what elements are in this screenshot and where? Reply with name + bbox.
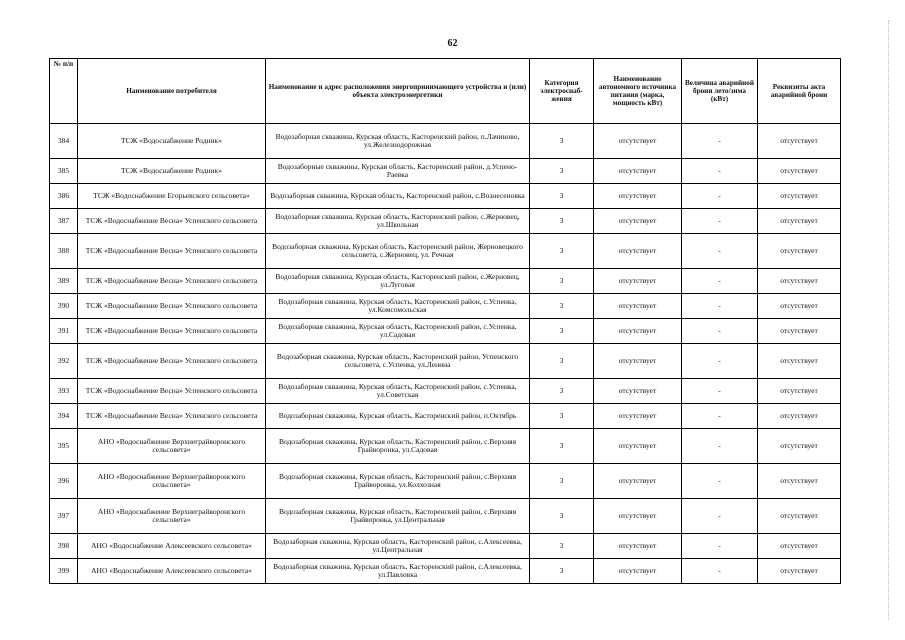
table-row xyxy=(50,379,841,404)
row-act: отсутствует xyxy=(758,499,841,534)
row-num: 389 xyxy=(50,269,78,294)
row-category: 3 xyxy=(530,534,594,559)
table-body xyxy=(50,124,841,584)
row-num: 399 xyxy=(50,559,78,584)
row-source: отсутствует xyxy=(594,559,682,584)
header-row xyxy=(50,59,841,124)
row-address: Водозаборная скважина, Курская область, Касторенский район, с.Верхняя Грайворонка, ул.Центральная xyxy=(266,499,530,534)
row-source: отсутствует xyxy=(594,184,682,209)
row-address: Водозаборные скважины, Курская область, Касторенский район, д.Успено-Раевка xyxy=(266,159,530,184)
row-act: отсутствует xyxy=(758,124,841,159)
row-address: Водозаборная скважина, Курская область, Касторенский район, с.Верхняя Грайворонка, ул.Колхозная xyxy=(266,464,530,499)
row-act: отсутствует xyxy=(758,269,841,294)
row-act: отсутствует xyxy=(758,534,841,559)
table-row xyxy=(50,234,841,269)
table-row xyxy=(50,404,841,429)
row-reserve: - xyxy=(682,234,758,269)
row-act: отсутствует xyxy=(758,294,841,319)
row-source: отсутствует xyxy=(594,159,682,184)
row-category: 3 xyxy=(530,319,594,344)
row-category: 3 xyxy=(530,124,594,159)
row-act: отсутствует xyxy=(758,319,841,344)
row-address: Водозаборная скважина, Курская область, Касторенский район, п.Лачиново, ул.Железнодорожная xyxy=(266,124,530,159)
row-reserve: - xyxy=(682,464,758,499)
row-reserve: - xyxy=(682,124,758,159)
row-address: Водозаборная скважина, Курская область, Касторенский район, с.Успенка, ул.Садовая xyxy=(266,319,530,344)
row-reserve: - xyxy=(682,429,758,464)
row-source: отсутствует xyxy=(594,344,682,379)
header-source: Наименование автономного источника питания (марка, мощность кВт) xyxy=(594,59,682,124)
row-consumer: ТСЖ «Водоснабжение Весна» Успенского сельсовета xyxy=(78,209,266,234)
row-num: 397 xyxy=(50,499,78,534)
table-row xyxy=(50,319,841,344)
row-category: 3 xyxy=(530,269,594,294)
row-address: Водозаборная скважина, Курская область, Касторенский район, Успенского сельсовета, с.Успенка, ул.Ленина xyxy=(266,344,530,379)
row-address: Водозаборная скважина, Курская область, Касторенский район, с.Жерновец, ул.Школьная xyxy=(266,209,530,234)
header-act: Реквизиты акта аварийной брони xyxy=(758,59,841,124)
row-num: 386 xyxy=(50,184,78,209)
table-row xyxy=(50,184,841,209)
row-consumer: ТСЖ «Водоснабжение Весна» Успенского сельсовета xyxy=(78,294,266,319)
row-category: 3 xyxy=(530,404,594,429)
row-num: 396 xyxy=(50,464,78,499)
row-source: отсутствует xyxy=(594,319,682,344)
row-address: Водозаборная скважина, Курская область, Касторенский район, п.Октябрь xyxy=(266,404,530,429)
row-category: 3 xyxy=(530,559,594,584)
margin-line xyxy=(888,20,889,620)
row-reserve: - xyxy=(682,269,758,294)
row-act: отсутствует xyxy=(758,429,841,464)
row-consumer: ТСЖ «Водоснабжение Родник» xyxy=(78,124,266,159)
row-num: 385 xyxy=(50,159,78,184)
header-address: Наименование и адрес расположения энергопринимающего устройства и (или) объекта электроэнергетики xyxy=(266,59,530,124)
page-number: 62 xyxy=(447,38,458,49)
row-category: 3 xyxy=(530,294,594,319)
row-category: 3 xyxy=(530,159,594,184)
row-num: 394 xyxy=(50,404,78,429)
row-consumer: АНО «Водоснабжение Верхнеграйворонского сельсовета» xyxy=(78,429,266,464)
table-row xyxy=(50,159,841,184)
row-act: отсутствует xyxy=(758,379,841,404)
row-source: отсутствует xyxy=(594,404,682,429)
row-num: 392 xyxy=(50,344,78,379)
row-consumer: ТСЖ «Водоснабжение Весна» Успенского сельсовета xyxy=(78,234,266,269)
row-consumer: ТСЖ «Водоснабжение Весна» Успенского сельсовета xyxy=(78,379,266,404)
table-row xyxy=(50,124,841,159)
header-category: Категория электроснаб-жения xyxy=(530,59,594,124)
row-source: отсутствует xyxy=(594,294,682,319)
row-reserve: - xyxy=(682,319,758,344)
row-num: 388 xyxy=(50,234,78,269)
row-reserve: - xyxy=(682,534,758,559)
row-num: 393 xyxy=(50,379,78,404)
row-category: 3 xyxy=(530,379,594,404)
row-act: отсутствует xyxy=(758,344,841,379)
row-consumer: АНО «Водоснабжение Алексеевского сельсовета» xyxy=(78,559,266,584)
row-num: 390 xyxy=(50,294,78,319)
row-source: отсутствует xyxy=(594,499,682,534)
row-address: Водозаборная скважина, Курская область, Касторенский район, с.Верхняя Грайворонка, ул.Садовая xyxy=(266,429,530,464)
row-source: отсутствует xyxy=(594,429,682,464)
row-address: Водозаборная скважина, Курская область, Касторенский район, с.Алексеевка, ул.Центральная xyxy=(266,534,530,559)
row-category: 3 xyxy=(530,499,594,534)
row-source: отсутствует xyxy=(594,464,682,499)
header-num: № п/п xyxy=(50,59,78,124)
row-reserve: - xyxy=(682,559,758,584)
row-reserve: - xyxy=(682,344,758,379)
row-act: отсутствует xyxy=(758,464,841,499)
table-row xyxy=(50,344,841,379)
table-row xyxy=(50,429,841,464)
row-consumer: ТСЖ «Водоснабжение Егорьевского сельсовета» xyxy=(78,184,266,209)
row-reserve: - xyxy=(682,499,758,534)
row-act: отсутствует xyxy=(758,559,841,584)
row-address: Водозаборная скважина, Курская область, Касторенский район, Жерновецкого сельсовета, с.Жерновец, ул. Речная xyxy=(266,234,530,269)
table-row xyxy=(50,294,841,319)
row-source: отсутствует xyxy=(594,209,682,234)
row-num: 387 xyxy=(50,209,78,234)
row-act: отсутствует xyxy=(758,209,841,234)
row-reserve: - xyxy=(682,294,758,319)
table-row xyxy=(50,559,841,584)
row-num: 384 xyxy=(50,124,78,159)
row-category: 3 xyxy=(530,184,594,209)
row-address: Водозаборная скважина, Курская область, Касторенский район, с.Алексеевка, ул.Павловка xyxy=(266,559,530,584)
row-act: отсутствует xyxy=(758,404,841,429)
table-row xyxy=(50,534,841,559)
row-consumer: АНО «Водоснабжение Алексеевского сельсовета» xyxy=(78,534,266,559)
row-category: 3 xyxy=(530,464,594,499)
row-num: 391 xyxy=(50,319,78,344)
row-act: отсутствует xyxy=(758,159,841,184)
row-category: 3 xyxy=(530,429,594,464)
row-act: отсутствует xyxy=(758,184,841,209)
row-num: 398 xyxy=(50,534,78,559)
row-consumer: АНО «Водоснабжение Верхнеграйворонского сельсовета» xyxy=(78,499,266,534)
row-consumer: ТСЖ «Водоснабжение Родник» xyxy=(78,159,266,184)
table-row xyxy=(50,209,841,234)
row-consumer: ТСЖ «Водоснабжение Весна» Успенского сельсовета xyxy=(78,319,266,344)
row-source: отсутствует xyxy=(594,534,682,559)
table-row xyxy=(50,269,841,294)
table-row xyxy=(50,499,841,534)
row-source: отсутствует xyxy=(594,379,682,404)
row-reserve: - xyxy=(682,379,758,404)
row-category: 3 xyxy=(530,234,594,269)
row-consumer: ТСЖ «Водоснабжение Весна» Успенского сельсовета xyxy=(78,269,266,294)
row-address: Водозаборная скважина, Курская область, Касторенский район, с.Жерновец, ул.Луговая xyxy=(266,269,530,294)
row-address: Водозаборная скважина, Курская область, Касторенский район, с.Вознесеновка xyxy=(266,184,530,209)
row-source: отсутствует xyxy=(594,269,682,294)
row-reserve: - xyxy=(682,209,758,234)
header-reserve: Величина аварийной брони лето/зима (кВт) xyxy=(682,59,758,124)
header-consumer: Наименование потребителя xyxy=(78,59,266,124)
consumer-registry-table xyxy=(49,58,841,584)
row-address: Водозаборная скважина, Курская область, Касторенский район, с.Успенка, ул.Советская xyxy=(266,379,530,404)
row-category: 3 xyxy=(530,209,594,234)
row-act: отсутствует xyxy=(758,234,841,269)
row-category: 3 xyxy=(530,344,594,379)
table-row xyxy=(50,464,841,499)
row-num: 395 xyxy=(50,429,78,464)
row-reserve: - xyxy=(682,184,758,209)
row-address: Водозаборная скважина, Курская область, Касторенский район, с.Успенка, ул.Комсомольская xyxy=(266,294,530,319)
row-consumer: ТСЖ «Водоснабжение Весна» Успенского сельсовета xyxy=(78,344,266,379)
row-consumer: ТСЖ «Водоснабжение Весна» Успенского сельсовета xyxy=(78,404,266,429)
row-consumer: АНО «Водоснабжение Верхнеграйворонского сельсовета» xyxy=(78,464,266,499)
row-reserve: - xyxy=(682,159,758,184)
row-source: отсутствует xyxy=(594,234,682,269)
row-source: отсутствует xyxy=(594,124,682,159)
row-reserve: - xyxy=(682,404,758,429)
